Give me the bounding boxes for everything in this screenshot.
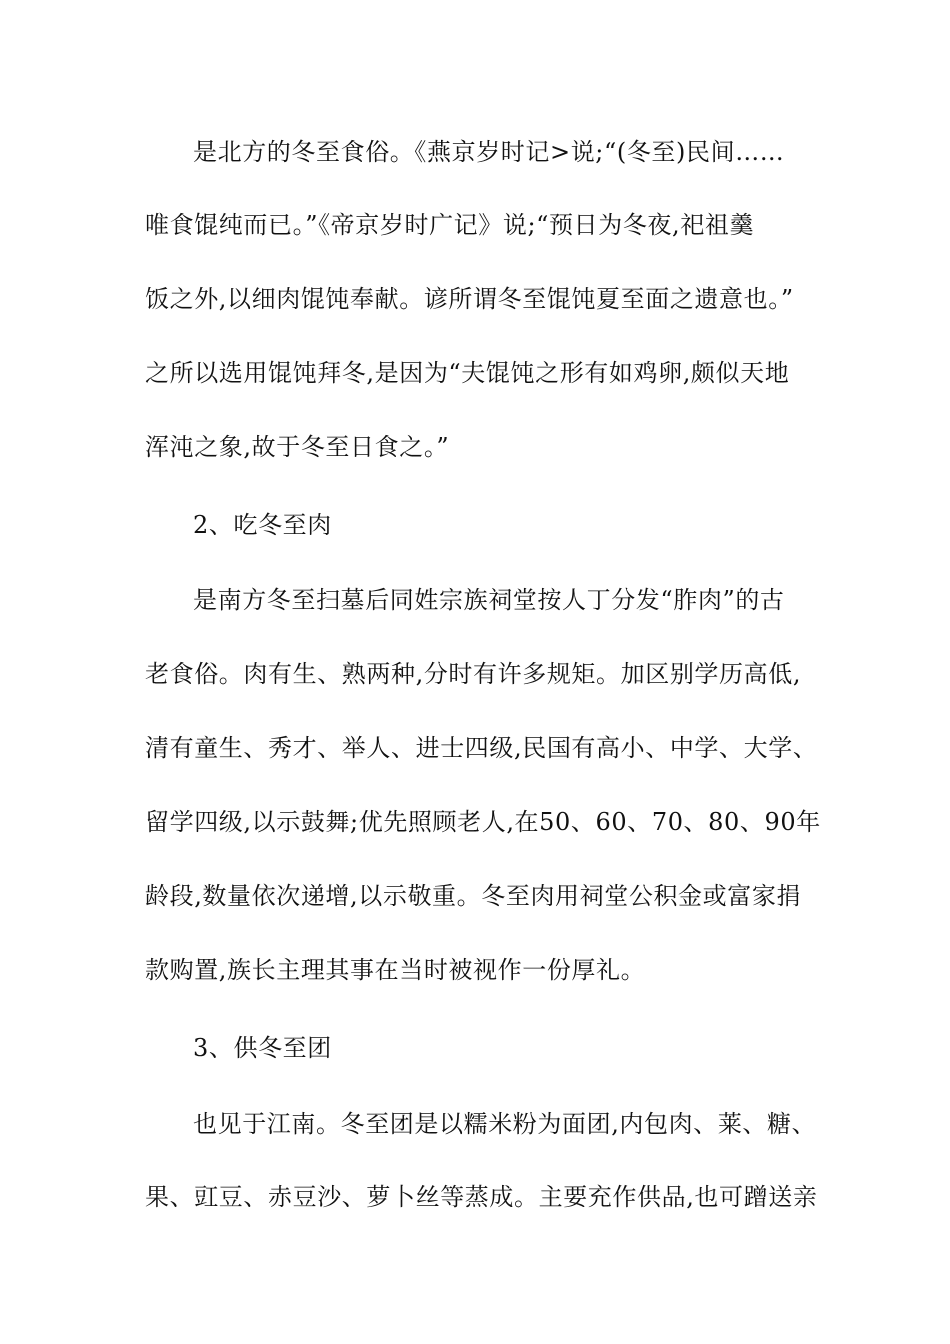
paragraph-line: 唯食馄纯而已。”《帝京岁时广记》说;“预日为冬夜,祀祖羹 [145,211,755,239]
section-heading: 3、供冬至团 [193,1034,332,1062]
paragraph-line: 是北方的冬至食俗。《燕京岁时记>说;“(冬至)民间…… [193,138,785,166]
paragraph-line: 龄段,数量依次递增,以示敬重。冬至肉用祠堂公积金或富家捐 [145,882,802,910]
paragraph-line: 饭之外,以细肉馄饨奉献。谚所谓冬至馄饨夏至面之遗意也。” [145,285,794,313]
paragraph-line: 留学四级,以示鼓舞;优先照顾老人,在50、60、70、80、90年 [145,808,821,836]
paragraph-line: 浑沌之象,故于冬至日食之。” [145,433,450,461]
paragraph-line: 老食俗。肉有生、熟两种,分时有许多规矩。加区别学历高低, [145,660,802,688]
paragraph-line: 是南方冬至扫墓后同姓宗族祠堂按人丁分发“胙肉”的古 [193,586,785,614]
paragraph-line: 果、豇豆、赤豆沙、萝卜丝等蒸成。主要充作供品,也可蹭送亲 [145,1183,818,1211]
paragraph-line: 也见于江南。冬至团是以糯米粉为面团,内包肉、莱、糖、 [193,1110,817,1138]
paragraph-line: 款购置,族长主理其事在当时被视作一份厚礼。 [145,956,646,984]
paragraph-line: 之所以选用馄饨拜冬,是因为“夫馄饨之形有如鸡卵,颇似天地 [145,359,790,387]
paragraph-line: 清有童生、秀才、举人、进士四级,民国有高小、中学、大学、 [145,734,818,762]
section-heading: 2、吃冬至肉 [193,511,332,539]
